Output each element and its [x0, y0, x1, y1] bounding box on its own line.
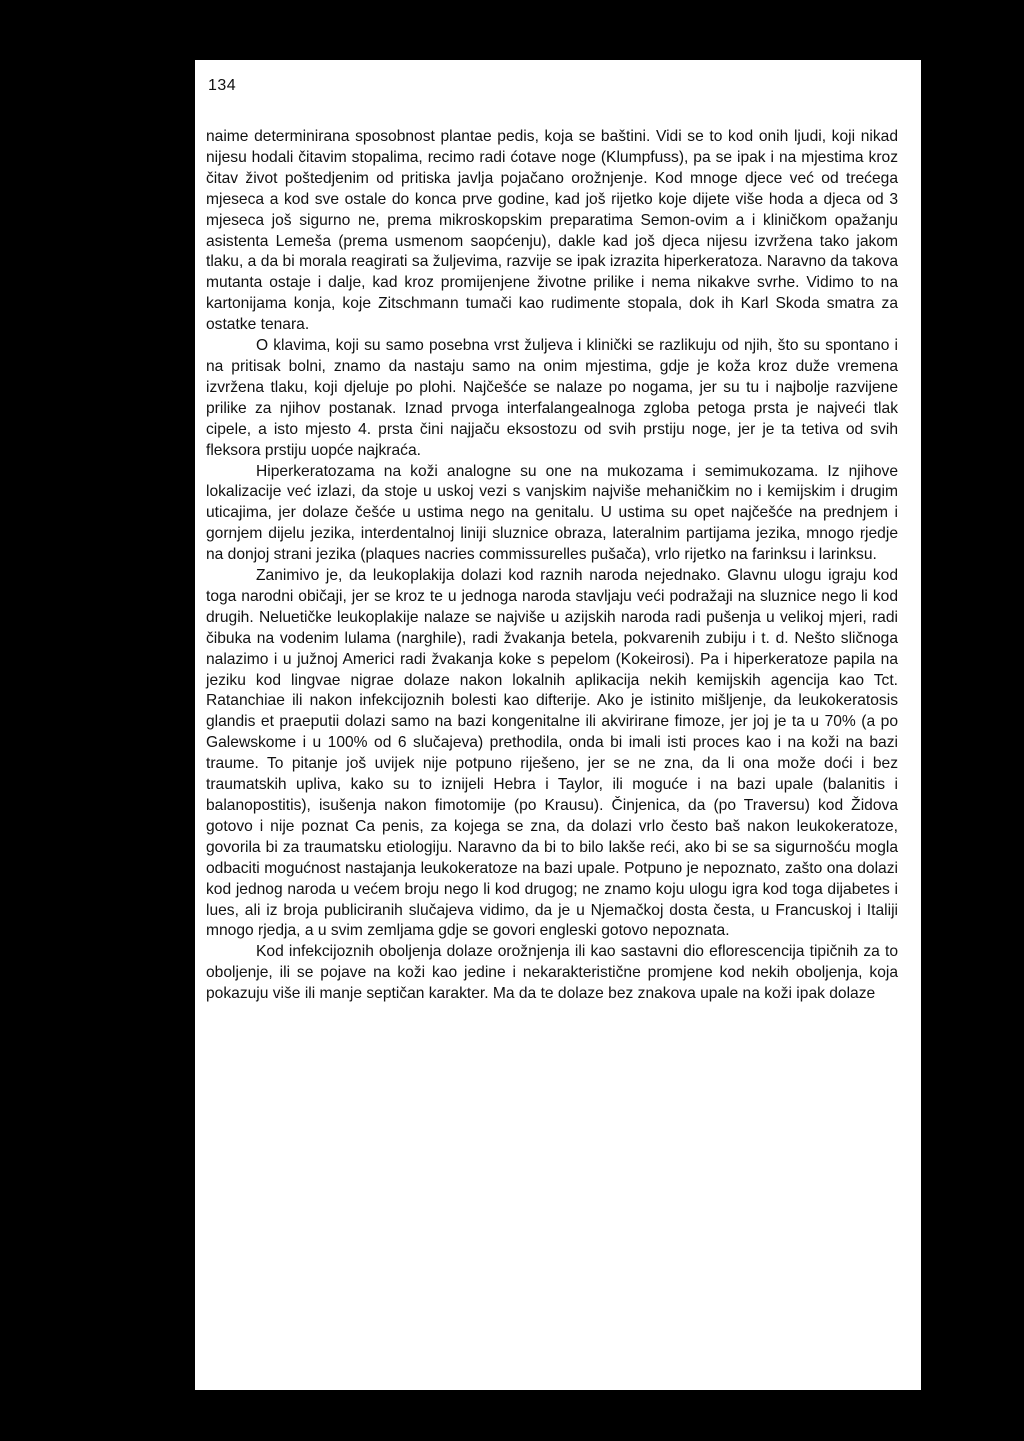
paragraph-5: Kod infekcijoznih oboljenja dolaze orožnjenja ili kao sastavni dio eflorescencija tipičnih za to oboljenje, ili se pojave na koži kao jedine i nekarakteristične promjene kod nekih oboljenja, koja pokazuju više ili manje septičan karakter. Ma da te dolaze bez znakova upale na koži ipak dolaze — [206, 943, 898, 1003]
body-text — [206, 127, 898, 1005]
paragraph-1: naime determinirana sposobnost plantae pedis, koja se baštini. Vidi se to kod onih ljudi, koji nikad nijesu hodali čitavim stopalima, recimo radi ćotave noge (Klumpfuss), pa se ipak i na mjestima kroz čitav život poštedjenim od pritiska javlja pojačano orožnjenje. Kod mnoge djece već od trećega mjeseca a kod sve ostale do konca prve godine, kad još rijetko koje dijete više hoda a djeca od 3 mjeseca još sigurno ne, prema mikroskopskim preparatima Semon-ovim a i kliničkom opažanju asistenta Lemeša (prema usmenom saopćenju), dakle kad još djeca nijesu izvržena tako jakom tlaku, a da bi morala reagirati sa žuljevima, razvije se ipak izrazita hiperkeratoza. Naravno da takova mutanta ostaje i dalje, kad kroz promijenjene životne prilike i nema nikakve svrhe. Vidimo to na kartonijama konja, koje Zitschmann tumači kao rudimente stopala, dok ih Karl Skoda smatra za ostatke tenara. — [206, 128, 898, 334]
paragraph-2: O klavima, koji su samo posebna vrst žuljeva i klinički se razlikuju od njih, što su spontano i na pritisak bolni, znamo da nastaju samo na onim mjestima, gdje je koža kroz duže vremena izvržena tlaku, koji djeluje po plohi. Najčešće se nalaze po nogama, jer su tu i najbolje razvijene prilike za njihov postanak. Iznad prvoga interfalangealnoga zgloba petoga prsta je najveći tlak cipele, a isto mjesto 4. prsta čini najjaču eksostozu od svih prstiju noge, jer je ta tetiva od svih fleksora prstiju uopće najkraća. — [206, 337, 898, 459]
paragraph-3: Hiperkeratozama na koži analogne su one na mukozama i semimukozama. Iz njihove lokalizacije već izlazi, da stoje u uskoj vezi s vanjskim najviše mehaničkim no i kemijskim i drugim uticajima, jer dolaze češće u ustima nego na genitalu. U ustima su opet najčešće na prednjem i gornjem dijelu jezika, interdentalnoj liniji sluznice obraza, lateralnim partijama jezika, mnogo rjedje na donjoj strani jezika (plaques nacries commissurelles pušača), vrlo rijetko na farinksu i larinksu. — [206, 462, 898, 564]
paragraph-4: Zanimivo je, da leukoplakija dolazi kod raznih naroda nejednako. Glavnu ulogu igraju kod toga narodni običaji, jer se kroz te u jednoga naroda stavljaju veći podražaji na sluznice nego li kod drugih. Neluetičke leukoplakije nalaze se najviše u azijskih naroda radi pušenja u velikoj mjeri, radi čibuka na vodenim lulama (narghile), radi žvakanja betela, pokvarenih zubiju i t. d. Nešto sličnoga nalazimo i u južnoj Americi radi žvakanja koke s pepelom (Kokeirosi). Pa i hiperkeratoze papila na jeziku kod lingvae nigrae dolaze nakon lokalnih aplikacija nekih kemijskih agencija kao Tct. Ratanchiae ili nakon infekcijoznih bolesti kao difterije. Ako je istinito mišljenje, da leukokeratosis glandis et praeputii dolazi samo na bazi kongenitalne ili akvirirane fimoze, jer joj je ta u 70% (a po Galewskome i u 100% od 6 slučajeva) prethodila, onda bi imali isti proces kao i na koži na bazi traume. To pitanje još uvijek nije potpuno riješeno, jer se ne zna, da li ona može doći i bez traumatskih upliva, kako su to iznijeli Hebra i Taylor, ili moguće i na bazi upale (balanitis i balanopostitis), isušenja nakon fimotomije (po Krausu). Činjenica, da (po Traversu) kod Židova gotovo i nije poznat Ca penis, za kojega se zna, da dolazi vrlo često baš nakon leukokeratoze, govorila bi za traumatsku etiologiju. Naravno da bi to bilo lakše reći, ako bi se sa sigurnošću mogla odbaciti mogućnost nastajanja leukokeratoze na bazi upale. Potpuno je nepoznato, zašto ona dolazi kod jednog naroda u većem broju nego li kod drugog; ne znamo koju ulogu igra kod toga dijabetes i lues, ali iz broja publiciranih slučajeva vidimo, da je u Njemačkoj dosta česta, u Francuskoj i Italiji mnogo rjedja, a u svim zemljama gdje se govori engleski gotovo nepoznata. — [206, 567, 898, 940]
page-number: 134 — [208, 77, 237, 94]
